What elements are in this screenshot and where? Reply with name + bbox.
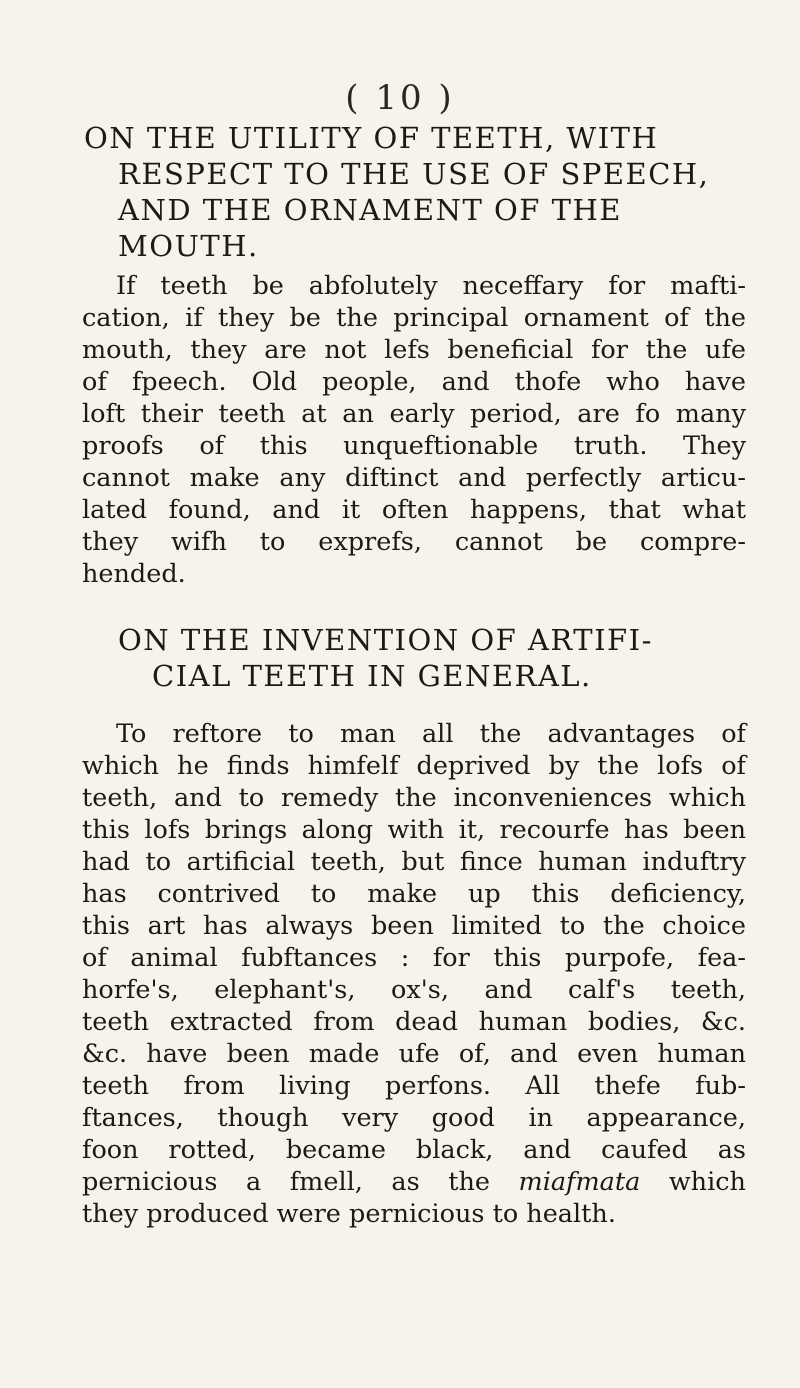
- text-line: To reftore to man all the advantages of: [116, 719, 746, 749]
- text-line: &c. have been made ufe of, and even human: [82, 1039, 746, 1069]
- text-line: they wifh to exprefs, cannot be compre-: [82, 527, 746, 557]
- text-segment: which: [668, 1167, 746, 1197]
- heading-line: RESPECT TO THE USE OF SPEECH,: [118, 157, 710, 191]
- text-line: this art has always been limited to the choice: [82, 911, 746, 941]
- text-line: proofs of this unqueftionable truth. They: [82, 431, 746, 461]
- text-line: hended.: [82, 559, 186, 589]
- text-line: horfe's, elephant's, ox's, and calf's teeth,: [82, 975, 746, 1005]
- italic-term: miafmata: [518, 1167, 641, 1197]
- text-line: foon rotted, became black, and caufed as: [82, 1135, 746, 1165]
- text-line: cation, if they be the principal ornament of the: [82, 303, 746, 333]
- text-line: ftances, though very good in appearance,: [82, 1103, 746, 1133]
- text-line: mouth, they are not lefs beneficial for the ufe: [82, 335, 746, 365]
- text-line: If teeth be abfolutely neceffary for mafti-: [116, 271, 746, 301]
- text-line: had to artificial teeth, but fince human induftry: [82, 847, 746, 877]
- page-number: ( 10 ): [345, 78, 455, 118]
- paragraph-invention-of-artificial-teeth: [82, 718, 746, 1230]
- text-line: they produced were pernicious to health.: [82, 1199, 616, 1229]
- section-heading-invention-of-artificial-teeth: [84, 622, 744, 694]
- heading-line: CIAL TEETH IN GENERAL.: [152, 659, 592, 693]
- heading-line: MOUTH.: [118, 229, 259, 263]
- text-line: loft their teeth at an early period, are fo many: [82, 399, 746, 429]
- heading-line: ON THE INVENTION OF ARTIFI-: [118, 623, 653, 657]
- text-line: which he finds himfelf deprived by the lofs of: [82, 751, 746, 781]
- text-line: teeth extracted from dead human bodies, &c.: [82, 1007, 746, 1037]
- text-line: lated found, and it often happens, that what: [82, 495, 746, 525]
- text-line: teeth from living perfons. All thefe fub-: [82, 1071, 746, 1101]
- text-segment: pernicious a fmell, as the: [82, 1167, 490, 1197]
- paragraph-utility-of-teeth: [82, 270, 746, 590]
- text-line: has contrived to make up this deficiency,: [82, 879, 746, 909]
- text-line: this lofs brings along with it, recourfe has been: [82, 815, 746, 845]
- text-line: teeth, and to remedy the inconveniences which: [82, 783, 746, 813]
- text-line: cannot make any diftinct and perfectly articu-: [82, 463, 746, 493]
- heading-line: ON THE UTILITY OF TEETH, WITH: [84, 121, 659, 155]
- section-heading-utility-of-teeth: [84, 120, 744, 264]
- text-line-with-italic: [82, 1166, 746, 1198]
- heading-line: AND THE ORNAMENT OF THE: [118, 193, 622, 227]
- text-line: of fpeech. Old people, and thofe who have: [82, 367, 746, 397]
- text-line: of animal fubftances : for this purpofe, fea-: [82, 943, 746, 973]
